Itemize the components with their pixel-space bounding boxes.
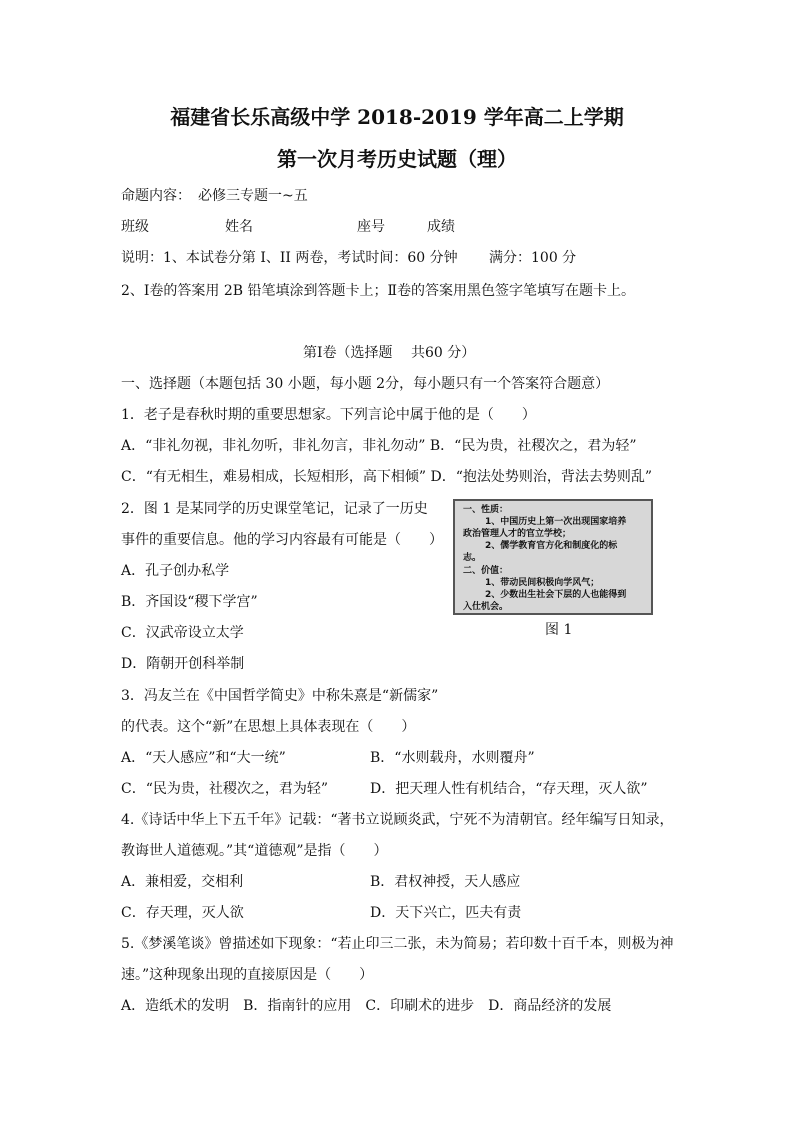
figure-line: 政治管理人才的官立学校；	[463, 529, 572, 539]
question-3-stem-line2: 的代表。这个“新”在思想上具体表现在（ ）	[121, 719, 416, 735]
figure-line: 二、价值：	[463, 566, 509, 576]
name-label: 姓名	[225, 219, 253, 235]
figure-line: 1、带动民间积极向学风气；	[485, 578, 600, 588]
exam-note-2: 2、Ⅰ卷的答案用 2B 铅笔填涂到答题卡上；Ⅱ卷的答案用黑色签字笔填写在题卡上。	[121, 283, 636, 299]
question-3-option-a: A．“天人感应”和“大一统”	[121, 750, 286, 766]
figure-line: 入仕机会。	[463, 602, 509, 612]
question-4-option-d: D．天下兴亡，匹夫有责	[370, 905, 522, 921]
figure-line: 2、少数出生社会下层的人也能得到	[485, 590, 627, 600]
figure-line: 志。	[463, 553, 482, 563]
content-label: 命题内容：	[121, 188, 191, 204]
content-value: 必修三专题一~五	[198, 188, 308, 204]
question-4-option-b: B．君权神授，天人感应	[370, 874, 521, 890]
seat-label: 座号	[357, 219, 385, 235]
question-2-option-a: A．孔子创办私学	[121, 563, 230, 579]
question-5-stem-line2: 速。”这种现象出现的直接原因是（ ）	[121, 967, 374, 983]
score-label: 成绩	[427, 219, 455, 235]
question-5-stem-line1: 5.《梦溪笔谈》曾描述如下现象：“若止印三二张，未为简易；若印数十百千本，则极为神	[121, 936, 674, 952]
question-3-option-c: C．“民为贵，社稷次之，君为轻”	[121, 781, 329, 797]
question-5-options: A．造纸术的发明 B．指南针的应用 C．印刷术的进步 D．商品经济的发展	[121, 998, 612, 1014]
question-4-option-c: C．存天理，灭人欲	[121, 905, 244, 921]
question-3-option-d: D．把天理人性有机结合，“存天理，灭人欲”	[370, 781, 648, 797]
question-2-option-d: D．隋朝开创科举制	[121, 656, 245, 672]
figure-line: 1、中国历史上第一次出现国家培养	[485, 517, 627, 527]
question-4-stem-line2: 教诲世人道德观。”其“道德观”是指（ ）	[121, 843, 388, 859]
figure-1-notes-image	[453, 499, 653, 615]
question-3-option-b: B．“水则载舟，水则覆舟”	[370, 750, 535, 766]
page-title-line2: 第一次月考历史试题（理）	[277, 147, 517, 171]
question-4-option-a: A．兼相爱，交相利	[121, 874, 244, 890]
page-title-line1: 福建省长乐高级中学 2018-2019 学年高二上学期	[170, 105, 624, 129]
full-score: 满分：100 分	[489, 250, 577, 266]
question-3-stem-line1: 3．冯友兰在《中国哲学简史》中称朱熹是“新儒家”	[121, 688, 439, 704]
question-1-stem: 1．老子是春秋时期的重要思想家。下列言论中属于他的是（ ）	[121, 407, 536, 423]
section-instruction: 一、选择题（本题包括 30 小题，每小题 2分，每小题只有一个答案符合题意）	[121, 376, 610, 392]
figure-1-caption: 图 1	[545, 622, 573, 638]
question-1-options-cd: C．“有无相生，难易相成，长短相形，高下相倾” D．“抱法处势则治，背法去势则乱”	[121, 469, 653, 485]
question-1-options-ab: A．“非礼勿视，非礼勿听，非礼勿言，非礼勿动” B．“民为贵，社稷次之，君为轻”	[121, 438, 637, 454]
exam-note-1: 说明：1、本试卷分第 I、II 两卷，考试时间：60 分钟	[121, 250, 458, 266]
question-2-option-b: B．齐国设“稷下学宫”	[121, 594, 258, 610]
figure-line: 一、性质：	[463, 505, 509, 515]
question-2-stem-line2: 事件的重要信息。他的学习内容最有可能是（ ）	[121, 532, 443, 548]
section-title: 第Ⅰ卷（选择题 共60 分）	[303, 345, 476, 361]
question-2-stem-line1: 2．图 1 是某同学的历史课堂笔记，记录了一历史	[121, 501, 428, 517]
question-2-option-c: C．汉武帝设立太学	[121, 625, 244, 641]
question-4-stem-line1: 4.《诗话中华上下五千年》记载：“著书立说顾炎武，宁死不为清朝官。经年编写日知录，	[121, 812, 674, 828]
class-label: 班级	[121, 219, 149, 235]
figure-line: 2、儒学教育官方化和制度化的标	[485, 541, 618, 551]
